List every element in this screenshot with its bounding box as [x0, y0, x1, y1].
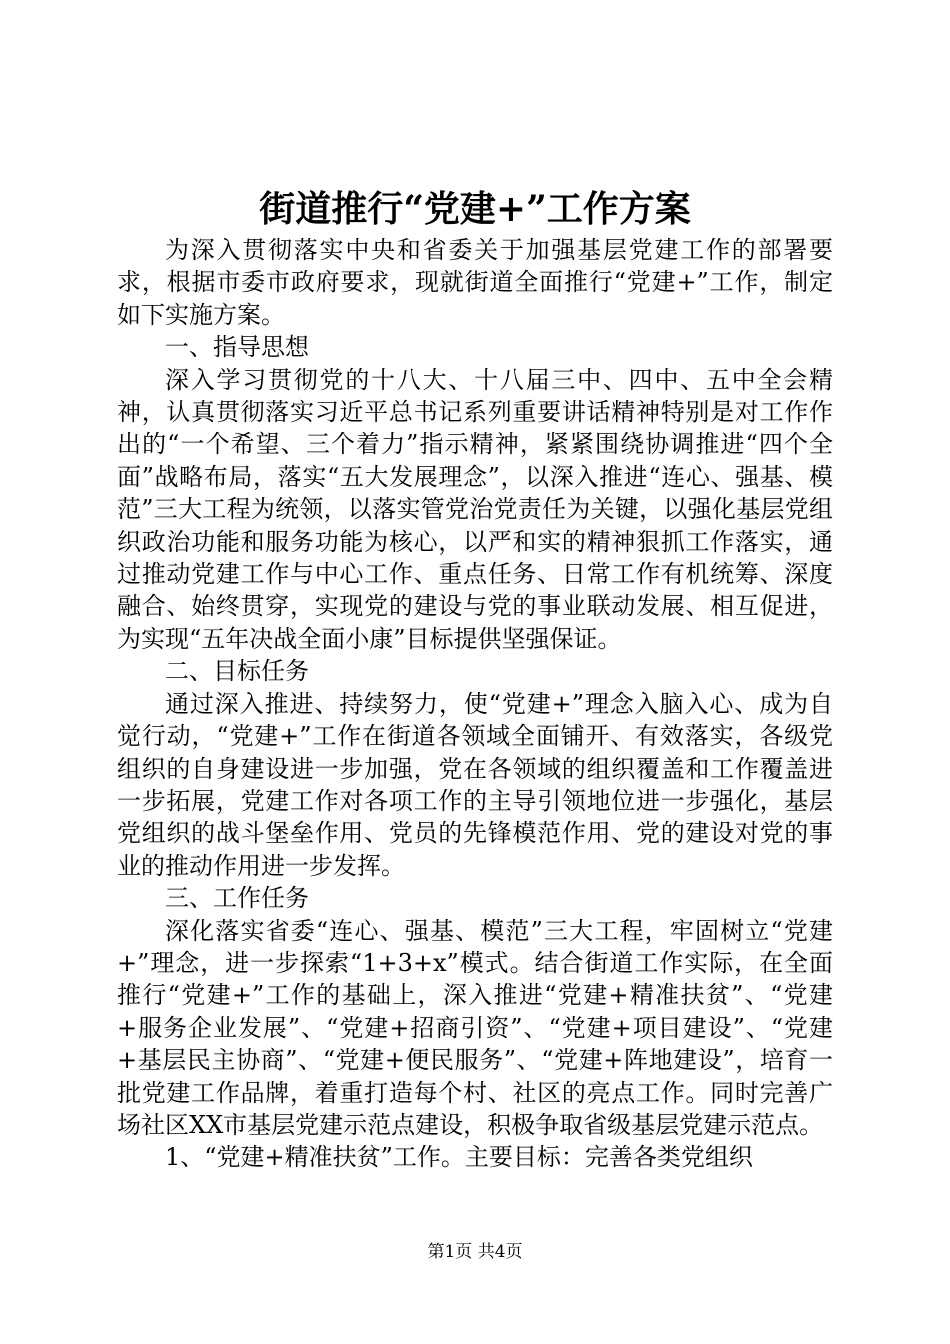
section-heading-goals: 二、目标任务 [165, 657, 309, 686]
paragraph-goals: 通过深入推进、持续努力，使“党建+”理念入脑入心、成为自觉行动，“党建+”工作在街道各领域全面铺开、有效落实，各级党组织的自身建设进一步加强，党在各领域的组织覆盖和工作覆盖进一步拓展，党建工作对各项工作的主导引领地位进一步强化，基层党组织的战斗堡垒作用、党员的先锋模范作用、党的建设对党的事业的推动作用进一步发挥。 [117, 689, 833, 880]
paragraph-tasks: 深化落实省委“连心、强基、模范”三大工程，牢固树立“党建+”理念，进一步探索“1+3+x”模式。结合街道工作实际，在全面推行“党建+”工作的基础上，深入推进“党建+精准扶贫”、“党建+服务企业发展”、“党建+招商引资”、“党建+项目建设”、“党建+基层民主协商”、“党建+便民服务”、“党建+阵地建设”，培育一批党建工作品牌，着重打造每个村、社区的亮点工作。同时完善广场社区XX市基层党建示范点建设，积极争取省级基层党建示范点。 [117, 916, 833, 1139]
page-number: 第1页 共4页 [427, 1242, 523, 1262]
paragraph-guiding-ideology: 深入学习贯彻党的十八大、十八届三中、四中、五中全会精神，认真贯彻落实习近平总书记系列重要讲话精神特别是对工作作出的“一个希望、三个着力”指示精神，紧紧围绕协调推进“四个全面”战略布局，落实“五大发展理念”，以深入推进“连心、强基、模范”三大工程为统领，以落实管党治党责任为关键，以强化基层党组织政治功能和服务功能为核心，以严和实的精神狠抓工作落实，通过推动党建工作与中心工作、重点任务、日常工作有机统筹、深度融合、始终贯穿，实现党的建设与党的事业联动发展、相互促进，为实现“五年决战全面小康”目标提供坚强保证。 [117, 365, 833, 653]
paragraph-intro: 为深入贯彻落实中央和省委关于加强基层党建工作的部署要求，根据市委市政府要求，现就街道全面推行“党建+”工作，制定如下实施方案。 [117, 236, 833, 329]
paragraph-task-1: 1、“党建+精准扶贫”工作。主要目标：完善各类党组织 [165, 1143, 753, 1172]
section-heading-guiding-ideology: 一、指导思想 [165, 333, 309, 362]
document-title: 街道推行“党建+”工作方案 [259, 188, 691, 230]
section-heading-tasks: 三、工作任务 [165, 884, 309, 913]
document-body [117, 234, 833, 1174]
